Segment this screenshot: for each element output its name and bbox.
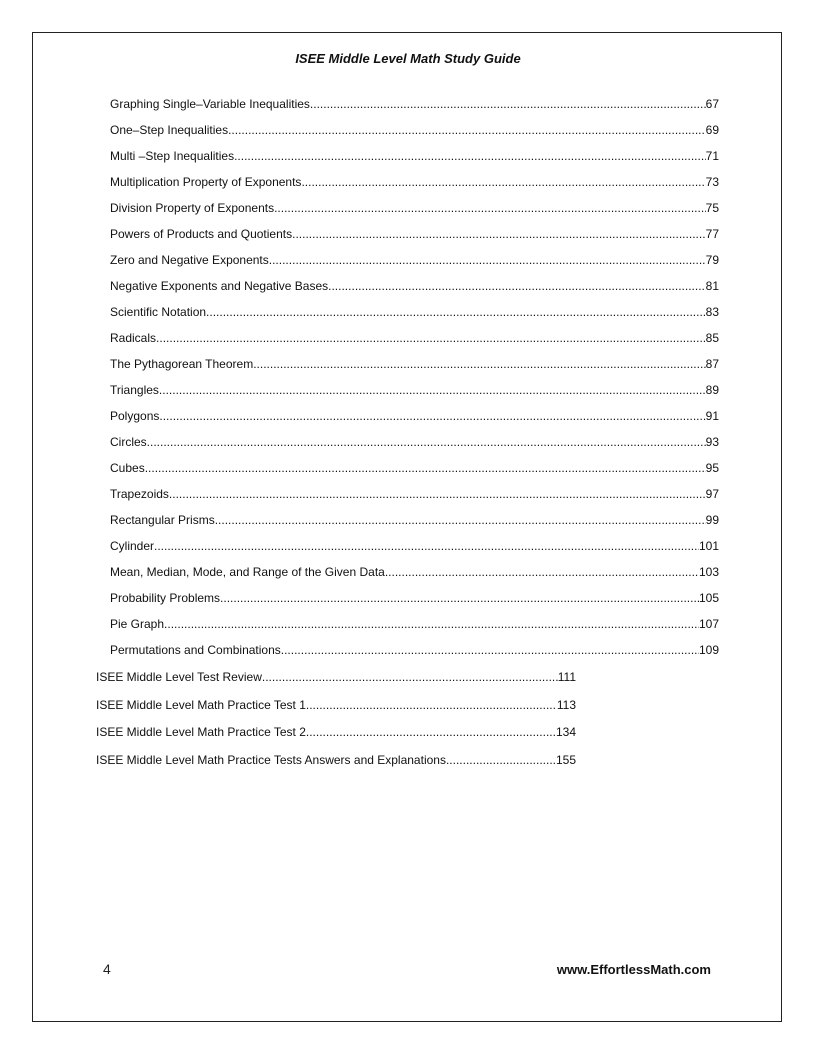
- toc-subsection-entry[interactable]: [110, 487, 719, 501]
- toc-dot-leader: [292, 227, 706, 241]
- toc-dot-leader: [446, 753, 556, 767]
- toc-section-entry[interactable]: [96, 698, 576, 712]
- toc-entry-label: Multiplication Property of Exponents: [110, 175, 302, 189]
- toc-subsection-entry[interactable]: [110, 123, 719, 137]
- toc-dot-leader: [269, 253, 706, 267]
- toc-dot-leader: [228, 123, 706, 137]
- toc-dot-leader: [159, 383, 706, 397]
- toc-subsection-entry[interactable]: [110, 409, 719, 423]
- toc-dot-leader: [262, 670, 558, 684]
- footer-page-number: 4: [103, 961, 111, 977]
- toc-dot-leader: [220, 591, 699, 605]
- toc-dot-leader: [154, 539, 699, 553]
- toc-entry-page-number: 75: [705, 201, 719, 215]
- toc-entry-label: Radicals: [110, 331, 157, 345]
- toc-entry-page-number: 83: [705, 305, 719, 319]
- footer-website: www.EffortlessMath.com: [556, 962, 711, 977]
- toc-subsection-entry[interactable]: [110, 149, 719, 163]
- toc-entry-page-number: 85: [705, 331, 719, 345]
- toc-entry-label: Zero and Negative Exponents: [110, 253, 269, 267]
- toc-entry-label: ISEE Middle Level Math Practice Tests Answers and Explanations: [96, 752, 446, 767]
- toc-subsection-entry[interactable]: [110, 617, 719, 631]
- toc-entry-page-number: 79: [705, 253, 719, 267]
- toc-dot-leader: [385, 565, 699, 579]
- toc-entry-label: Powers of Products and Quotients: [110, 227, 293, 241]
- toc-entry-label: Graphing Single–Variable Inequalities: [110, 97, 310, 111]
- toc-entry-label: Scientific Notation: [110, 305, 207, 319]
- toc-section-entry[interactable]: [96, 670, 576, 684]
- toc-entry-label: Probability Problems: [110, 591, 221, 605]
- toc-entry-label: The Pythagorean Theorem: [110, 357, 254, 371]
- toc-entry-page-number: 73: [705, 175, 719, 189]
- toc-subsection-entry[interactable]: [110, 97, 719, 111]
- toc-entry-page-number: 69: [705, 123, 719, 137]
- toc-dot-leader: [164, 617, 699, 631]
- toc-entry-label: ISEE Middle Level Math Practice Test 1: [96, 697, 306, 712]
- toc-entry-page-number: 67: [705, 97, 719, 111]
- toc-dot-leader: [234, 149, 706, 163]
- toc-subsection-entry[interactable]: [110, 461, 719, 475]
- toc-entry-page-number: 77: [705, 227, 719, 241]
- toc-entry-page-number: 89: [705, 383, 719, 397]
- toc-dot-leader: [169, 487, 706, 501]
- toc-dot-leader: [328, 279, 706, 293]
- toc-dot-leader: [147, 435, 706, 449]
- toc-dot-leader: [281, 643, 699, 657]
- toc-entry-label: Division Property of Exponents: [110, 201, 275, 215]
- toc-subsection-entry[interactable]: [110, 227, 719, 241]
- toc-entry-page-number: 155: [555, 752, 576, 767]
- toc-entry-label: Trapezoids: [110, 487, 169, 501]
- toc-entry-label: ISEE Middle Level Math Practice Test 2: [96, 725, 306, 739]
- toc-entry-page-number: 91: [705, 409, 719, 423]
- toc-entry-page-number: 103: [698, 565, 719, 579]
- toc-dot-leader: [159, 409, 705, 423]
- page-header-title: ISEE Middle Level Math Study Guide: [295, 51, 521, 66]
- toc-entry-label: Rectangular Prisms: [110, 513, 215, 527]
- toc-dot-leader: [274, 201, 706, 215]
- toc-dot-leader: [215, 513, 706, 527]
- toc-entry-page-number: 113: [556, 697, 576, 712]
- toc-entry-page-number: 107: [698, 617, 719, 631]
- toc-entry-page-number: 93: [705, 435, 719, 449]
- toc-entry-page-number: 97: [705, 487, 719, 501]
- toc-dot-leader: [145, 461, 706, 475]
- toc-entry-label: Pie Graph: [110, 617, 165, 631]
- toc-subsection-entry[interactable]: [110, 357, 719, 371]
- toc-entry-label: Mean, Median, Mode, and Range of the Given Data: [110, 565, 385, 579]
- toc-subsection-entry[interactable]: [110, 539, 719, 553]
- toc-subsection-entry[interactable]: [110, 435, 719, 449]
- toc-subsection-entry[interactable]: [110, 331, 719, 345]
- toc-entry-page-number: 71: [705, 149, 719, 163]
- toc-section-entry[interactable]: [96, 753, 576, 767]
- toc-entry-label: Negative Exponents and Negative Bases: [110, 279, 329, 293]
- toc-entry-page-number: 81: [705, 279, 719, 293]
- toc-entry-label: Multi –Step Inequalities: [110, 149, 235, 163]
- toc-entry-page-number: 101: [698, 539, 719, 553]
- toc-entry-label: One–Step Inequalities: [110, 123, 229, 137]
- toc-entry-page-number: 95: [705, 461, 719, 475]
- toc-entry-page-number: 105: [698, 591, 719, 605]
- toc-entry-label: ISEE Middle Level Test Review: [96, 670, 262, 684]
- toc-dot-leader: [306, 725, 556, 739]
- toc-entry-label: Polygons: [110, 409, 160, 423]
- toc-section-entry[interactable]: [96, 725, 576, 739]
- toc-subsection-entry[interactable]: [110, 279, 719, 293]
- toc-entry-label: Circles: [110, 435, 147, 449]
- toc-dot-leader: [206, 305, 706, 319]
- toc-entry-page-number: 109: [698, 643, 719, 657]
- toc-entry-label: Permutations and Combinations: [110, 643, 281, 657]
- toc-subsection-entry[interactable]: [110, 383, 719, 397]
- toc-entry-page-number: 134: [555, 725, 576, 739]
- toc-subsection-entry[interactable]: [110, 253, 719, 267]
- toc-entry-page-number: 99: [705, 513, 719, 527]
- toc-subsection-entry[interactable]: [110, 305, 719, 319]
- toc-entry-page-number: 111: [557, 670, 576, 684]
- toc-dot-leader: [301, 175, 705, 189]
- toc-subsection-entry[interactable]: [110, 591, 719, 605]
- toc-dot-leader: [310, 97, 706, 111]
- toc-subsection-entry[interactable]: [110, 513, 719, 527]
- toc-subsection-entry[interactable]: [110, 643, 719, 657]
- toc-subsection-entry[interactable]: [110, 565, 719, 579]
- toc-dot-leader: [306, 698, 557, 712]
- toc-dot-leader: [156, 331, 706, 345]
- toc-subsection-entry[interactable]: [110, 201, 719, 215]
- toc-entry-label: Cubes: [110, 461, 145, 475]
- toc-dot-leader: [253, 357, 705, 371]
- toc-entry-label: Triangles: [110, 383, 159, 397]
- toc-entry-page-number: 87: [705, 357, 719, 371]
- toc-entry-label: Cylinder: [110, 539, 155, 553]
- toc-subsection-entry[interactable]: [110, 175, 719, 189]
